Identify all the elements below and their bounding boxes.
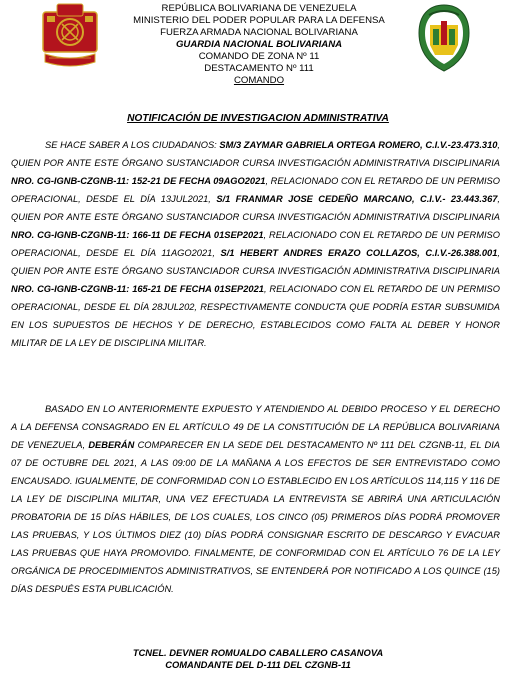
header-detachment: DESTACAMENTO Nº 111 — [204, 63, 314, 74]
detachment-seal-icon — [417, 3, 471, 73]
document-title: NOTIFICACIÓN DE INVESTIGACION ADMINISTRATIVA — [127, 113, 389, 124]
header-zone-command: COMANDO DE ZONA Nº 11 — [198, 51, 320, 62]
guardia-nacional-crest-icon — [39, 2, 101, 72]
header-republic: REPÚBLICA BOLIVARIANA DE VENEZUELA — [161, 3, 357, 14]
notice-paragraph-1: SE HACE SABER A LOS CIUDADANOS: SM/3 ZAYMAR GABRIELA ORTEGA ROMERO, C.I.V.-23.473.310, QUIEN POR ANTE ESTE ÓRGANO SUSTANCIADOR CURSA INVESTIGACIÓN ADMINISTRATIVA DISCIPLINARIA NRO. CG-IGNB-CZGNB-11: 152-21 DE FECHA 09AGO2021, RELACIONADO CON EL RETARDO DE UN PERMISO OPERACIONAL, DESDE EL DÍA 13JUL2021, S/1 FRANMAR JOSE CEDEÑO MARCANO, C.I.V.- 23.443.367, QUIEN POR ANTE ESTE ÓRGANO SUSTANCIADOR CURSA INVESTIGACIÓN ADMINISTRATIVA DISCIPLINARIA NRO. CG-IGNB-CZGNB-11: 166-11 DE FECHA 01SEP2021, RELACIONADO CON EL RETARDO DE UN PERMISO OPERACIONAL, DESDE EL DÍA 11AGO2021, S/1 HEBERT ANDRES ERAZO COLLAZOS, C.I.V.-26.388.001, QUIEN POR ANTE ESTE ÓRGANO SUSTANCIADOR CURSA INVESTIGACIÓN ADMINISTRATIVA DISCIPLINARIA NRO. CG-IGNB-CZGNB-11: 165-21 DE FECHA 01SEP2021, RELACIONADO CON EL RETARDO DE UN PERMISO OPERACIONAL, DESDE EL DÍA 28JUL202, RESPECTIVAMENTE CONDUCTA QUE PODRÍA ESTAR SUBSUMIDA EN LOS SUPUESTOS DE HECHOS Y DE DERECHO, ESTABLECIDOS COMO FALTA AL DEBER Y HONOR MILITAR DE LA LEY DE DISCIPLINA MILITAR. — [11, 140, 501, 348]
header-gnb: GUARDIA NACIONAL BOLIVARIANA — [175, 39, 343, 50]
letterhead — [100, 3, 418, 87]
header-command: COMANDO — [233, 75, 285, 86]
header-ministry: MINISTERIO DEL PODER POPULAR PARA LA DEFENSA — [133, 15, 385, 26]
notice-paragraph-2: BASADO EN LO ANTERIORMENTE EXPUESTO Y ATENDIENDO AL DEBIDO PROCESO Y EL DERECHO A LA DEFENSA CONSAGRADO EN EL ARTÍCULO 49 DE LA CONSTITUCIÓN DE LA REPÚBLICA BOLIVARIANA DE VENEZUELA, DEBERÁN COMPARECER EN LA SEDE DEL DESTACAMENTO Nº 111 DEL CZGNB-11, EL DIA 07 DE OCTUBRE DEL 2021, A LAS 09:00 DE LA MAÑANA A LOS EFECTOS DE SER ENTREVISTADO COMO ENCAUSADO. IGUALMENTE, DE CONFORMIDAD CON LO ESTABLECIDO EN LOS ARTÍCULOS 114,115 Y 116 DE LA LEY DE DISCIPLINA MILITAR, UNA VEZ EFECTUADA LA ENTREVISTA SE ABRIRÁ UNA ARTICULACIÓN PROBATORIA DE 15 DÍAS HÁBILES, DE LOS CUALES, LOS CINCO (05) PRIMEROS DÍAS PODRÁ PROMOVER LAS PRUEBAS, Y LOS ÚLTIMOS DIEZ (10) DÍAS PODRÁ CONSIGNAR ESCRITO DE DESCARGO Y EVACUAR LAS PRUEBAS QUE HAYA PROMOVIDO. FINALMENTE, DE CONFORMIDAD CON EL ARTÍCULO 76 DE LA LEY ORGÁNICA DE PROCEDIMIENTOS ADMINISTRATIVOS, SE ENTENDERÁ POR NOTIFICADO A LOS QUINCE (15) DÍAS DESPUÉS ESTA PUBLICACIÓN. — [11, 404, 501, 594]
signatory-position: COMANDANTE DEL D-111 DEL CZGNB-11 — [165, 659, 351, 670]
header-fanb: FUERZA ARMADA NACIONAL BOLIVARIANA — [160, 27, 358, 38]
signatory-name: TCNEL. DEVNER ROMUALDO CABALLERO CASANOVA — [132, 647, 384, 658]
